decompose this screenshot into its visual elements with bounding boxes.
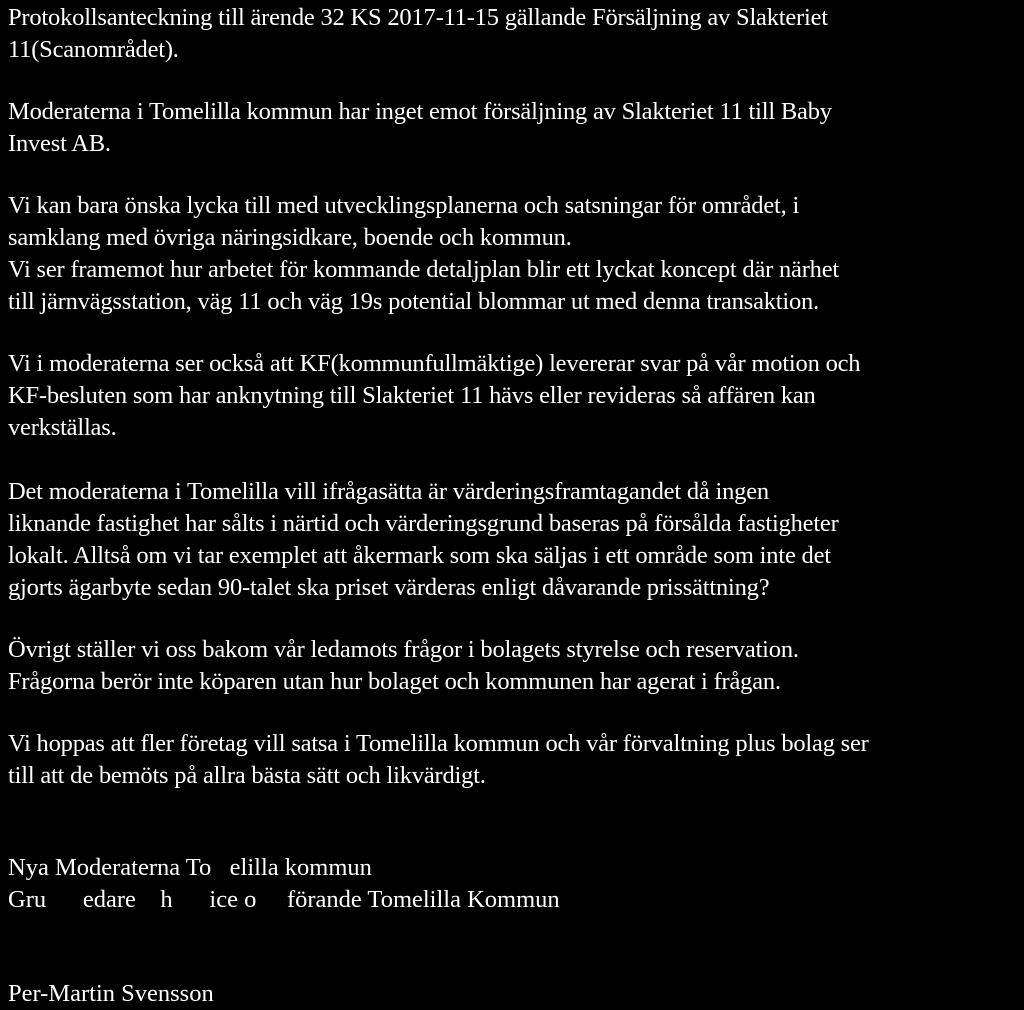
paragraph-6-line-2: till att de bemöts på allra bästa sätt och likvärdigt. <box>8 762 486 789</box>
heading-line-2: 11(Scanområdet). <box>8 36 179 63</box>
paragraph-5-line-1: Övrigt ställer vi oss bakom vår ledamots frågor i bolagets styrelse och reservation. <box>8 636 799 663</box>
heading-line-1: Protokollsanteckning till ärende 32 KS 2017-11-15 gällande Försäljning av Slakteriet <box>8 4 828 31</box>
paragraph-3-line-2: KF-besluten som har anknytning till Slakteriet 11 hävs eller revideras så affären kan <box>8 382 816 409</box>
paragraph-2-line-4: till järnvägsstation, väg 11 och väg 19s potential blommar ut med denna transaktion. <box>8 288 820 315</box>
paragraph-3-line-1: Vi i moderaterna ser också att KF(kommunfullmäktige) levererar svar på vår motion och <box>8 350 861 377</box>
signature-name: Per-Martin Svensson <box>8 980 214 1007</box>
paragraph-6-line-1: Vi hoppas att fler företag vill satsa i Tomelilla kommun och vår förvaltning plus bolag ser <box>8 730 869 757</box>
paragraph-4-line-1: Det moderaterna i Tomelilla vill ifrågasätta är värderingsframtagandet då ingen <box>8 478 769 505</box>
signature-organization: Nya Moderaterna To elilla kommun <box>8 854 372 881</box>
paragraph-2-line-2: samklang med övriga näringsidkare, boende och kommun. <box>8 224 572 251</box>
signature-role: Gru edare h ice o förande Tomelilla Kommun <box>8 886 560 913</box>
paragraph-2-line-3: Vi ser framemot hur arbetet för kommande detaljplan blir ett lyckat koncept där närhet <box>8 256 840 283</box>
paragraph-1-line-1: Moderaterna i Tomelilla kommun har inget emot försäljning av Slakteriet 11 till Baby <box>8 98 832 125</box>
paragraph-4-line-2: liknande fastighet har sålts i närtid och värderingsgrund baseras på försålda fastigheter <box>8 510 839 537</box>
paragraph-2-line-1: Vi kan bara önska lycka till med utvecklingsplanerna och satsningar för området, i <box>8 192 800 219</box>
paragraph-4-line-4: gjorts ägarbyte sedan 90-talet ska priset värderas enligt dåvarande prissättning? <box>8 574 770 601</box>
paragraph-1-line-2: Invest AB. <box>8 130 111 157</box>
paragraph-5-line-2: Frågorna berör inte köparen utan hur bolaget och kommunen har agerat i frågan. <box>8 668 781 695</box>
paragraph-3-line-3: verkställas. <box>8 414 117 441</box>
paragraph-4-line-3: lokalt. Alltså om vi tar exemplet att åkermark som ska säljas i ett område som inte det <box>8 542 831 569</box>
